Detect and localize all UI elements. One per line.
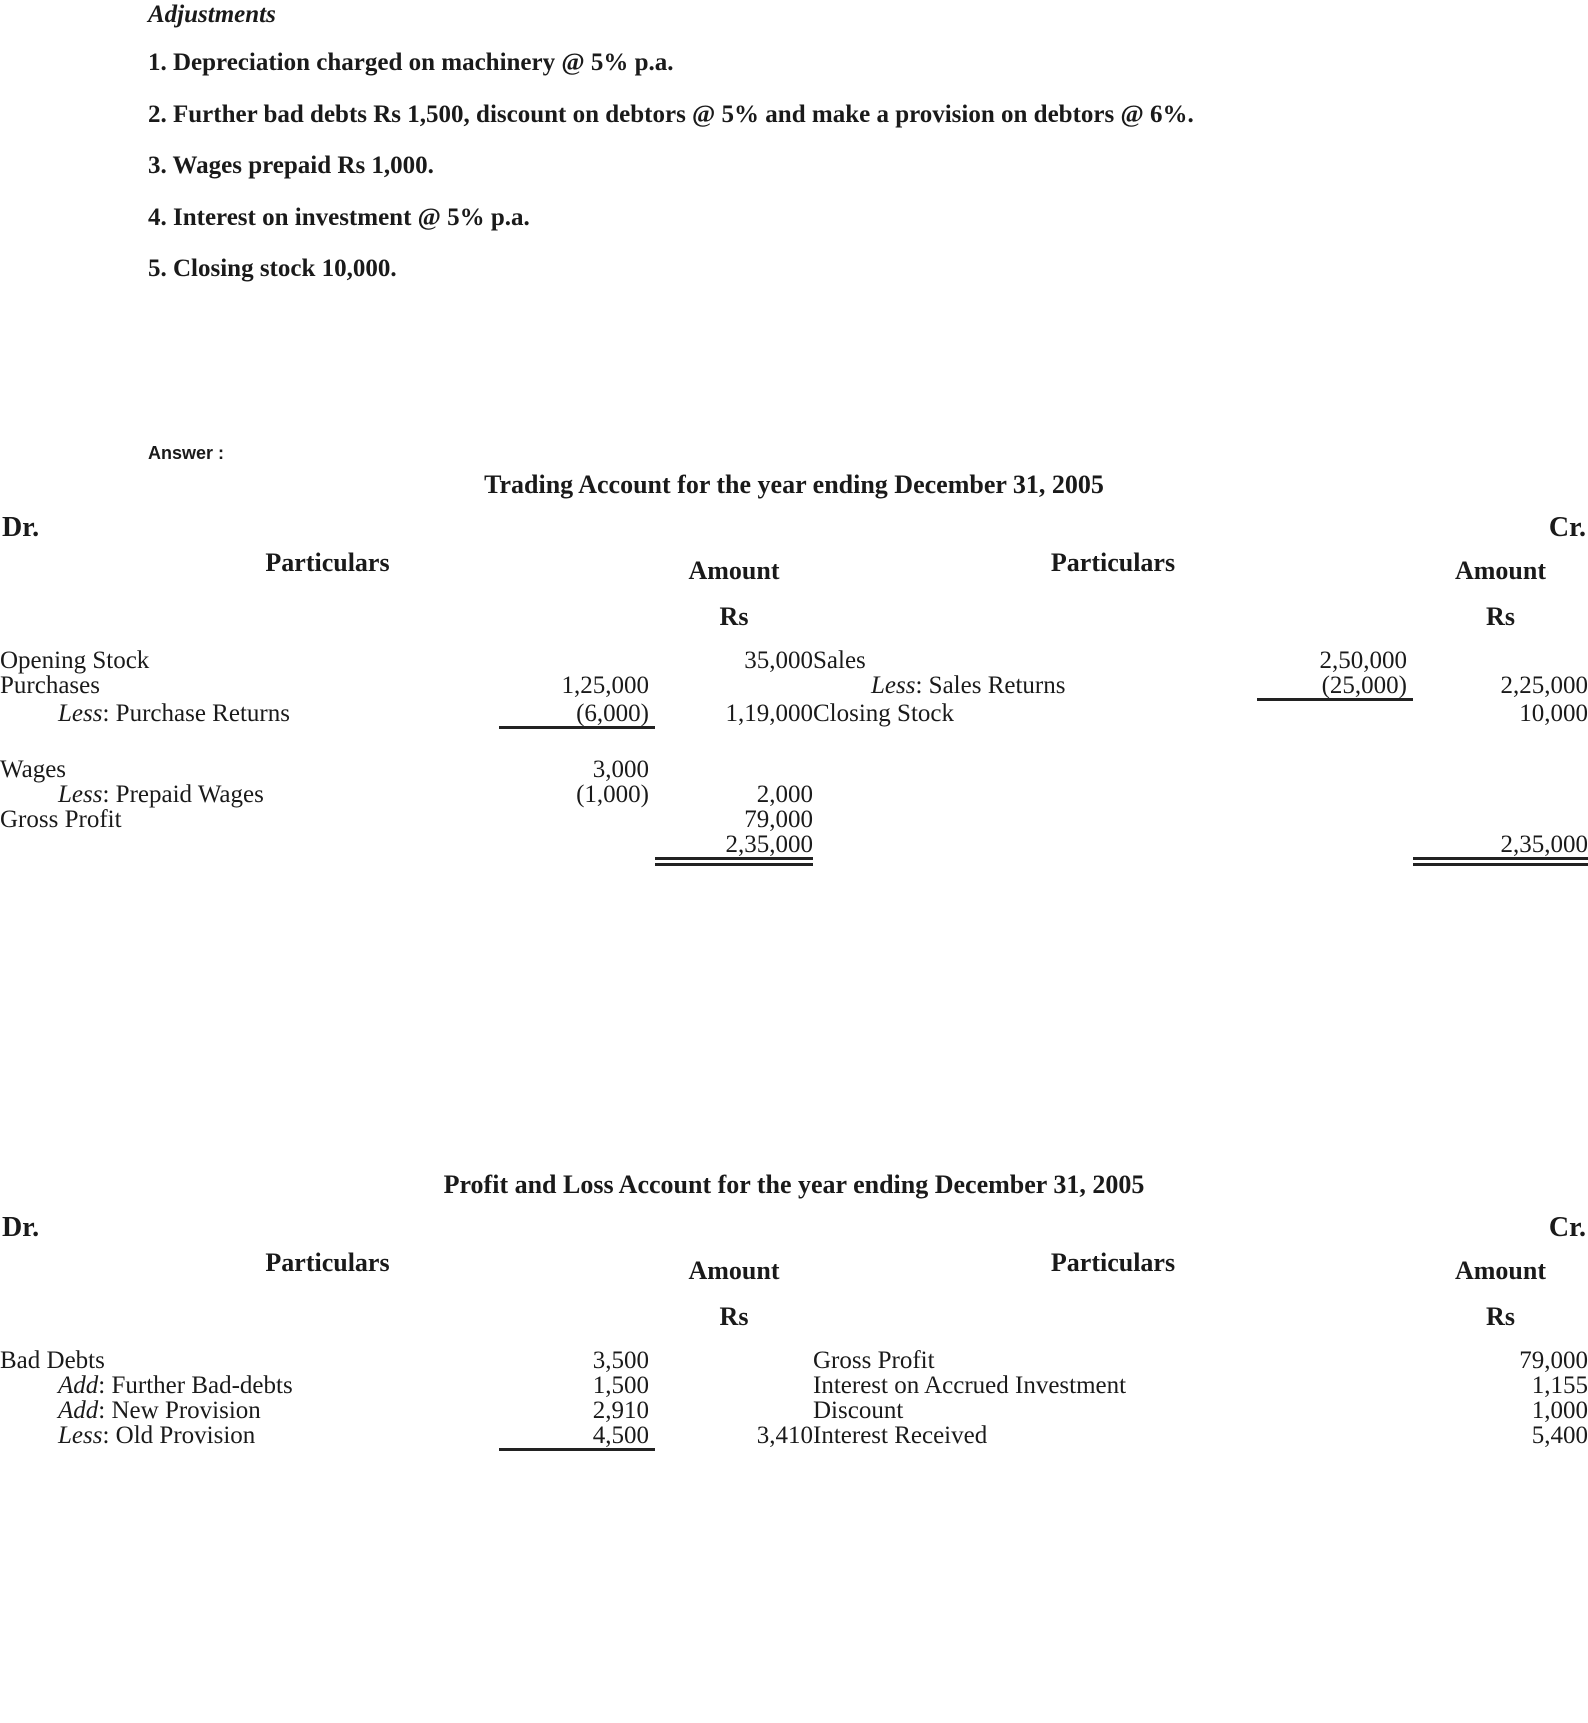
pl-header-particulars-debit: Particulars bbox=[265, 1248, 390, 1277]
adjustment-item-1: 1. Depreciation charged on machinery @ 5% p.a. bbox=[148, 49, 674, 76]
pl-account-title: Profit and Loss Account for the year ending December 31, 2005 bbox=[443, 1170, 1145, 1199]
less-prefix: Less bbox=[58, 781, 103, 808]
row-amount-debit: 2,000 bbox=[756, 781, 813, 808]
row-subamount: 2,910 bbox=[592, 1397, 649, 1424]
row-amount-credit: 10,000 bbox=[1519, 700, 1588, 727]
table-row bbox=[0, 757, 1588, 782]
row-subamount: (1,000) bbox=[576, 781, 649, 808]
spacer-cell bbox=[0, 729, 655, 757]
row-particulars-credit bbox=[813, 1423, 1413, 1451]
row-particulars-credit bbox=[813, 807, 1413, 832]
table-row bbox=[0, 1423, 1588, 1451]
amount-label: Amount bbox=[688, 1256, 780, 1285]
closing-cell bbox=[813, 857, 1413, 901]
pl-table-body bbox=[0, 1348, 1588, 1511]
row-label: Add: Further Bad-debts bbox=[58, 1372, 293, 1399]
row-subamount: 2,50,000 bbox=[1319, 647, 1407, 674]
amount-label: Amount bbox=[1454, 1256, 1546, 1285]
total-particulars-debit bbox=[0, 832, 655, 857]
row-subamount: 1,25,000 bbox=[561, 672, 649, 699]
row-label: Bad Debts bbox=[0, 1347, 105, 1374]
trading-header-amount-credit bbox=[1413, 548, 1588, 648]
trading-header-particulars-credit: Particulars bbox=[1050, 548, 1176, 577]
row-amount-credit: 1,000 bbox=[1531, 1397, 1588, 1424]
rs-label: Rs bbox=[1486, 1301, 1515, 1331]
row-label: Less: Prepaid Wages bbox=[58, 781, 264, 808]
trading-account-section bbox=[0, 472, 1588, 901]
row-label: Interest on Accrued Investment bbox=[813, 1372, 1127, 1399]
row-amount-credit bbox=[1413, 782, 1588, 807]
pl-drcr-row bbox=[0, 1212, 1588, 1248]
rs-label: Rs bbox=[719, 1301, 749, 1331]
row-amount-credit: 1,155 bbox=[1531, 1372, 1588, 1399]
adjustment-item-2: 2. Further bad debts Rs 1,500, discount on debtors @ 5% and make a provision on debtors @ 6%. bbox=[148, 100, 1194, 128]
row-label: Purchases bbox=[0, 672, 100, 699]
row-label: Gross Profit bbox=[813, 1347, 935, 1374]
row-amount-debit bbox=[655, 1398, 813, 1423]
rs-label: Rs bbox=[719, 601, 749, 631]
table-row bbox=[0, 807, 1588, 832]
row-subamount: 1,500 bbox=[592, 1372, 649, 1399]
row-particulars-credit bbox=[813, 1348, 1413, 1373]
row-particulars-credit bbox=[813, 701, 1413, 729]
pl-dr-label: Dr. bbox=[2, 1212, 40, 1243]
spacer-cell bbox=[655, 729, 813, 757]
row-particulars-credit bbox=[813, 1398, 1413, 1423]
row-subamount: (6,000) bbox=[499, 701, 655, 729]
trading-table-head bbox=[0, 548, 1588, 648]
trading-header-amount-debit bbox=[655, 548, 813, 648]
row-amount-credit bbox=[1413, 807, 1588, 832]
amount-label: Amount bbox=[688, 556, 780, 585]
row-label: Less: Sales Returns bbox=[871, 672, 1066, 699]
row-particulars-credit bbox=[813, 757, 1413, 782]
row-label: Sales bbox=[813, 647, 866, 674]
row-particulars-debit bbox=[0, 1451, 655, 1511]
row-particulars-debit bbox=[0, 1398, 655, 1423]
row-label: Less: Old Provision bbox=[58, 1422, 256, 1449]
row-particulars-credit bbox=[813, 782, 1413, 807]
table-row bbox=[0, 701, 1588, 729]
row-label: Closing Stock bbox=[813, 700, 954, 727]
row-amount-credit: 2,25,000 bbox=[1500, 672, 1588, 699]
spacer-cell bbox=[813, 729, 1413, 757]
row-particulars-credit bbox=[813, 673, 1413, 701]
row-amount-credit bbox=[1413, 648, 1588, 673]
row-label: Wages bbox=[0, 756, 67, 783]
table-row bbox=[0, 1373, 1588, 1398]
row-amount-debit bbox=[655, 757, 813, 782]
row-label: Interest Received bbox=[813, 1422, 988, 1449]
less-prefix: Less bbox=[58, 700, 103, 727]
adjustment-item-4: 4. Interest on investment @ 5% p.a. bbox=[148, 203, 530, 231]
row-subamount: 3,500 bbox=[592, 1347, 649, 1374]
spacer-cell bbox=[1413, 729, 1588, 757]
row-particulars-debit bbox=[0, 1423, 655, 1451]
row-particulars-debit bbox=[0, 648, 655, 673]
row-amount-debit: 35,000 bbox=[744, 647, 813, 674]
adjustments-block bbox=[0, 0, 1588, 285]
row-amount-debit bbox=[655, 673, 813, 701]
table-total-row bbox=[0, 832, 1588, 857]
table-header-row bbox=[0, 548, 1588, 648]
row-label: Discount bbox=[813, 1397, 904, 1424]
row-particulars-debit bbox=[0, 1373, 655, 1398]
row-subamount: 3,000 bbox=[592, 756, 649, 783]
total-amount-debit: 2,35,000 bbox=[655, 832, 813, 857]
row-amount-debit: 79,000 bbox=[744, 806, 813, 833]
row-amount-debit: 3,410 bbox=[756, 1422, 813, 1449]
row-particulars-debit bbox=[0, 757, 655, 782]
pl-cr-label: Cr. bbox=[1548, 1212, 1586, 1243]
trading-header-particulars-debit: Particulars bbox=[265, 548, 390, 577]
row-label: Add: New Provision bbox=[58, 1397, 261, 1424]
trading-account-table bbox=[0, 548, 1588, 901]
table-row bbox=[0, 1398, 1588, 1423]
trading-drcr-row bbox=[0, 512, 1588, 548]
row-amount-credit: 5,400 bbox=[1531, 1422, 1588, 1449]
table-row bbox=[0, 782, 1588, 807]
row-amount-debit bbox=[655, 1348, 813, 1373]
row-label: Opening Stock bbox=[0, 647, 150, 674]
row-particulars-debit bbox=[0, 701, 655, 729]
row-subamount: 4,500 bbox=[499, 1423, 655, 1451]
amount-label: Amount bbox=[1454, 556, 1546, 585]
answer-label: Answer : bbox=[148, 443, 225, 463]
row-particulars-debit bbox=[0, 807, 655, 832]
less-prefix: Less bbox=[871, 672, 916, 699]
row-particulars-credit bbox=[813, 1373, 1413, 1398]
closing-cell bbox=[0, 857, 655, 901]
row-particulars-debit bbox=[0, 1348, 655, 1373]
add-prefix: Add bbox=[58, 1397, 99, 1424]
row-amount-debit: 1,19,000 bbox=[725, 700, 813, 727]
adjustment-item-5: 5. Closing stock 10,000. bbox=[148, 255, 397, 282]
row-amount-debit bbox=[655, 1451, 813, 1511]
pl-header-amount-debit bbox=[655, 1248, 813, 1348]
trading-dr-label: Dr. bbox=[2, 512, 40, 543]
add-prefix: Add bbox=[58, 1372, 99, 1399]
row-particulars-debit bbox=[0, 673, 655, 701]
pl-account-table bbox=[0, 1248, 1588, 1511]
table-row bbox=[0, 1451, 1588, 1511]
pl-header-particulars-credit: Particulars bbox=[1050, 1248, 1176, 1277]
less-prefix: Less bbox=[58, 1422, 103, 1449]
row-amount-credit bbox=[1413, 757, 1588, 782]
adjustment-item-3: 3. Wages prepaid Rs 1,000. bbox=[148, 152, 434, 179]
row-label: Less: Purchase Returns bbox=[58, 700, 290, 727]
rs-label: Rs bbox=[1486, 601, 1515, 631]
row-amount-credit: 79,000 bbox=[1519, 1347, 1588, 1374]
total-particulars-credit bbox=[813, 832, 1413, 857]
trading-account-title: Trading Account for the year ending December 31, 2005 bbox=[484, 470, 1104, 499]
table-row bbox=[0, 673, 1588, 701]
pl-account-section bbox=[0, 1172, 1588, 1511]
trading-cr-label: Cr. bbox=[1548, 512, 1586, 543]
row-particulars-credit bbox=[813, 648, 1413, 673]
row-amount-credit bbox=[1413, 1451, 1588, 1511]
table-header-row bbox=[0, 1248, 1588, 1348]
table-row bbox=[0, 648, 1588, 673]
pl-header-amount-credit bbox=[1413, 1248, 1588, 1348]
row-particulars-credit bbox=[813, 1451, 1413, 1511]
adjustments-heading: Adjustments bbox=[148, 1, 276, 28]
trading-table-body bbox=[0, 648, 1588, 901]
row-subamount: (25,000) bbox=[1257, 673, 1413, 701]
row-amount-debit bbox=[655, 1373, 813, 1398]
pl-table-head bbox=[0, 1248, 1588, 1348]
table-row bbox=[0, 1348, 1588, 1373]
row-label: Gross Profit bbox=[0, 806, 122, 833]
row-particulars-debit bbox=[0, 782, 655, 807]
table-spacer-row bbox=[0, 729, 1588, 757]
total-amount-credit: 2,35,000 bbox=[1413, 832, 1588, 857]
